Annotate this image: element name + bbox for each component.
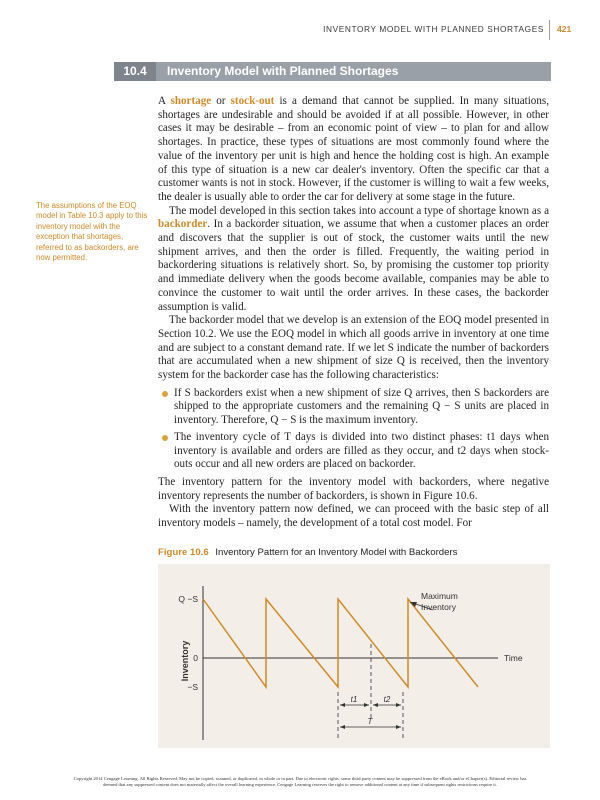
arrowhead [340, 703, 345, 707]
label-neg-s: −S [187, 682, 198, 692]
arrowhead [373, 703, 378, 707]
arrowhead [364, 703, 369, 707]
text-run: . In a backorder situation, we assume that when a customer places an order and discovers that the supplier is out of stock, the customer waits until the new shipment arrives, and then the order is filled. Frequently, the waiting period in backordering situations is relatively short. So, by promising the customer top priority and immediate delivery when the goods become available, companies may be able to convince the customer to wait until the order arrives. In these cases, the backorder assumption is valid. [158, 218, 549, 313]
figure-title: Inventory Pattern for an Inventory Model with Backorders [215, 547, 458, 558]
margin-note: The assumptions of the EOQ model in Table 10.3 apply to this inventory model with the exception that shortages, referred to as backorders, are now permitted. [36, 201, 148, 263]
arrowhead [396, 725, 401, 729]
paragraph-shortage [158, 95, 549, 205]
text-run: is a demand that cannot be supplied. In many situations, shortages are undesirable and should be avoided if at all possible. However, in other cases it may be desirable – from an economic point of view – to plan for and allow shortages. In practice, these types of situations are most commonly found where the value of the inventory per unit is high and hence the holding cost is high. An example of this type of situation is a new car dealer's inventory. Often the specific car that a customer wants is not in stock. However, if the customer is willing to wait a few weeks, the dealer is usually able to order the car for delivery at some stage in the future. [158, 95, 549, 203]
figure-10-6 [158, 564, 550, 748]
paragraph-backorder [158, 205, 549, 315]
paragraph-pattern: The inventory pattern for the inventory model with backorders, where negative inventory represents the number of backorders, is shown in Figure 10.6. [158, 475, 549, 502]
running-title: INVENTORY MODEL WITH PLANNED SHORTAGES [323, 24, 544, 34]
label-zero: 0 [193, 653, 198, 663]
figure-caption [158, 547, 457, 558]
paragraph-model-extension: The backorder model that we develop is an extension of the EOQ model presented in Section 10.2. We use the EOQ model in which all goods arrive in inventory at one time and are subject to a constant demand rate. If we let S indicate the number of backorders that are accumulated when a new shipment of size Q is received, then the inventory system for the backorder case has the following characteristics: [158, 314, 549, 382]
term-stock-out: stock-out [230, 95, 275, 107]
annotation-line-1: Maximum [421, 591, 458, 601]
inventory-line [203, 599, 478, 687]
header-divider [549, 20, 550, 40]
list-item [174, 431, 549, 472]
y-axis-label: Inventory [180, 640, 190, 682]
copyright-notice [8, 776, 592, 788]
time-axis-label: Time [504, 653, 523, 663]
figure-label: Figure 10.6 [158, 547, 209, 558]
list-item [174, 387, 549, 428]
text-run: The model developed in this section takes into account a type of shortage known as a [169, 204, 549, 217]
copyright-line-2: deemed that any suppressed content does not materially affect the overall learning experience. Cengage Learning reserves the right to remove additional content at any time if subsequent rights restrictions require it. [103, 782, 497, 788]
term-shortage: shortage [170, 95, 212, 107]
arrowhead [396, 703, 401, 707]
list-item-text: If S backorders exist when a new shipment of size Q arrives, then S backorders are shipped to the appropriate customers and the remaining Q − S units are placed in inventory. Therefore, Q − S is the maximum inventory. [174, 386, 549, 427]
body-text [158, 95, 549, 531]
label-t2: t2 [383, 695, 391, 704]
label-t1: t1 [350, 695, 358, 704]
term-backorder: backorder [158, 218, 208, 231]
label-T: T [367, 717, 373, 726]
annotation-line-2: Inventory [421, 602, 456, 612]
bullet-icon [162, 435, 168, 441]
text-run: A [158, 95, 171, 107]
label-max-inventory: Q −S [178, 594, 198, 604]
inventory-pattern-diagram [158, 564, 550, 748]
paragraph-cost-model: With the inventory pattern now defined, we can proceed with the basic step of all inventory models – namely, the development of a total cost model. For [158, 503, 549, 530]
section-title: Inventory Model with Planned Shortages [167, 64, 399, 78]
section-number: 10.4 [114, 62, 156, 81]
copyright-line-1: Copyright 2014 Cengage Learning. All Rights Reserved. May not be copied, scanned, or duplicated, in whole or in part. Due to electronic rights, some third party content may be suppressed from the eBook and/or eChapter(s). Editorial review has [73, 776, 527, 781]
section-banner [114, 62, 551, 81]
text-run: or [211, 95, 231, 107]
bullet-icon [162, 391, 168, 397]
arrowhead [340, 725, 345, 729]
running-header [0, 24, 600, 38]
characteristics-list [158, 387, 549, 472]
page-number: 421 [557, 24, 572, 34]
list-item-text: The inventory cycle of T days is divided into two distinct phases: t1 days when inventory is available and orders are filled as they occur, and t2 days when stock-outs occur and all new orders are placed on backorder. [174, 430, 549, 471]
